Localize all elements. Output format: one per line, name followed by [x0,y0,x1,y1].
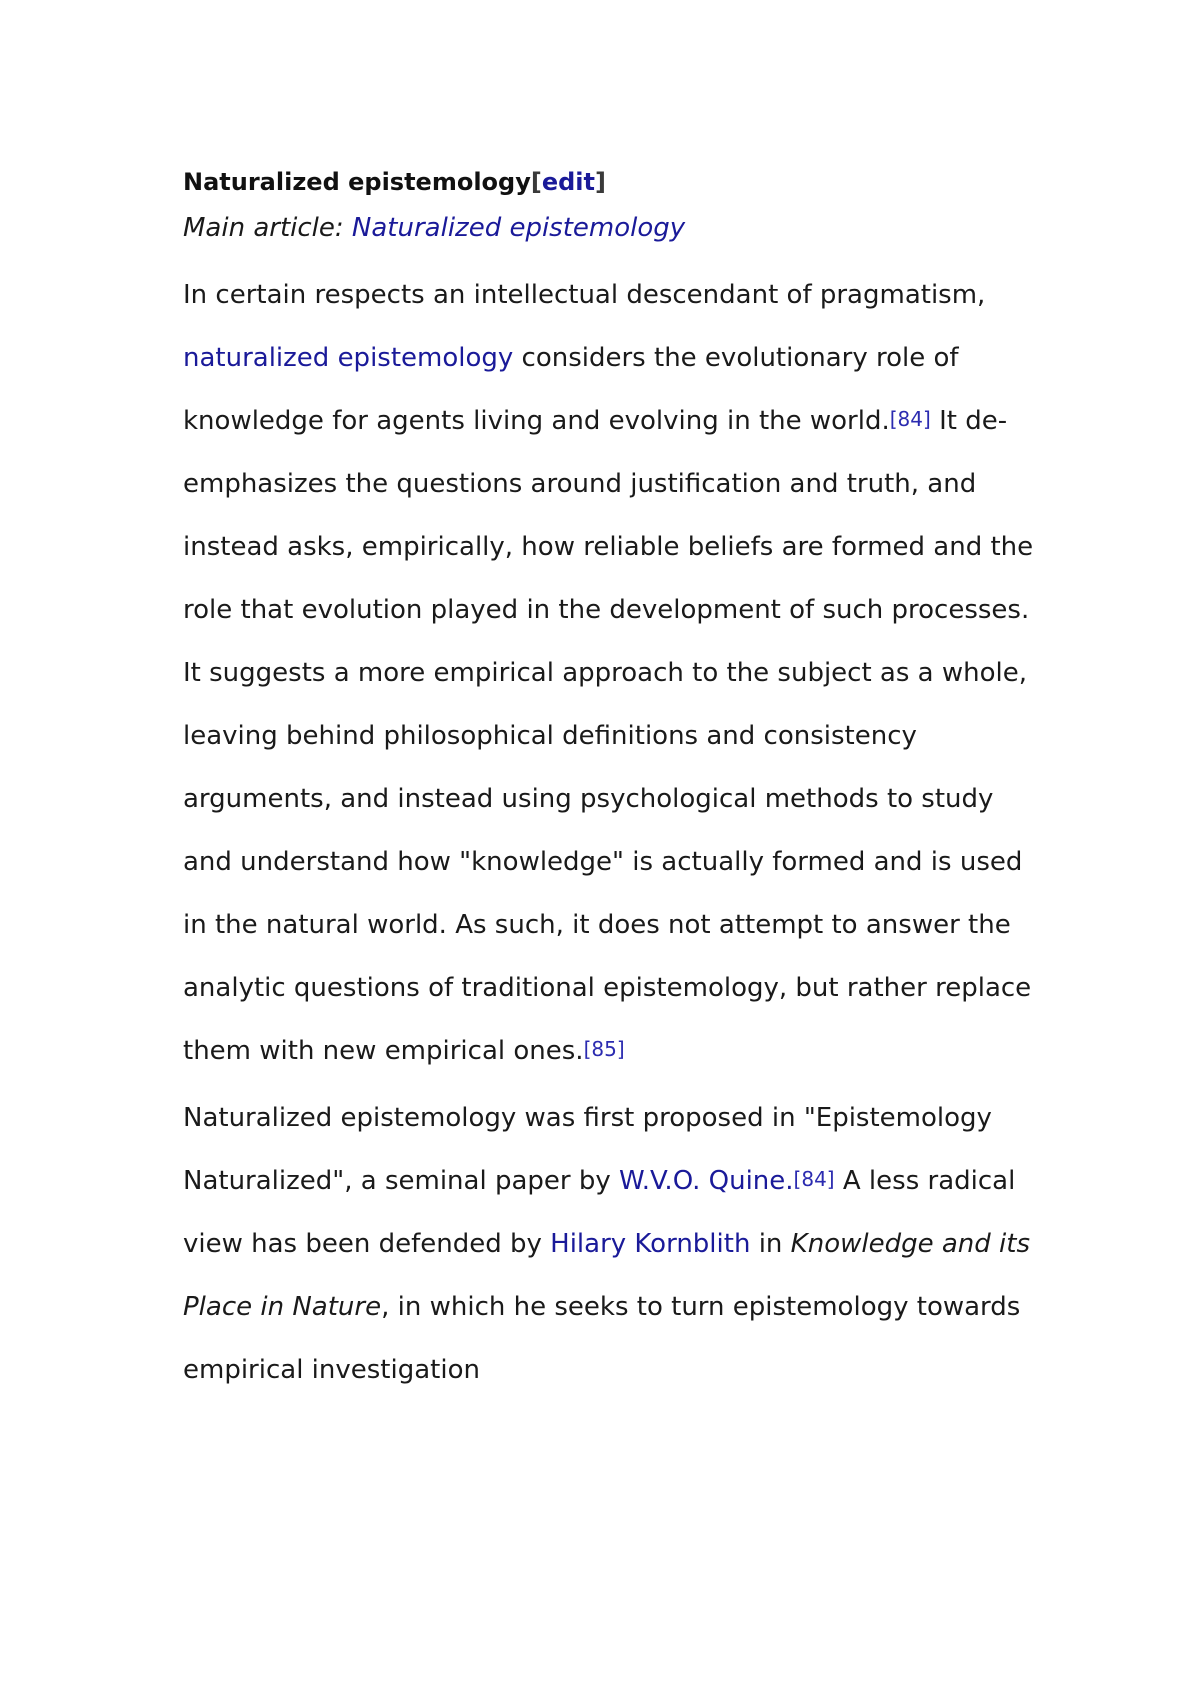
main-article-link[interactable]: Naturalized epistemology [351,213,686,243]
citation-84-link[interactable]: [84] [889,407,931,431]
p1-text-3: It de-emphasizes the questions around justification and truth, and instead asks, empirically, how reliable beliefs are formed and the role that evolution played in the development of such processes. It suggests a more empirical approach to the subject as a whole, leaving behind philosophical definitions and consistency arguments, and instead using psychological methods to study and understand how "knowledge" is actually formed and is used in the natural world. As such, it does not attempt to answer the analytic questions of traditional epistemology, but rather replace them with new empirical ones. [183,406,1034,1066]
edit-open-bracket: [ [530,168,542,196]
p2-text-3: A less radical view has been defended by [183,1166,1016,1259]
main-article-hatnote [183,208,1043,248]
p2-text-1: Naturalized epistemology was first proposed in "Epistemology Naturalized", a seminal paper by [183,1103,992,1196]
citation-84-link-2[interactable]: [84] [793,1167,835,1191]
paragraph-1 [183,264,1043,1083]
section-heading [183,164,1043,200]
edit-close-bracket: ] [594,168,606,196]
quine-link[interactable]: W.V.O. Quine [619,1166,786,1196]
p2-text-4: in [750,1229,791,1259]
edit-section-link[interactable]: edit [541,168,595,196]
p2-text-2: . [785,1166,794,1196]
book-title: Knowledge and its Place in Nature [183,1229,1031,1322]
hatnote-prefix: Main article: [183,213,352,243]
p2-text-5: , in which he seeks to turn epistemology towards empirical investigation [183,1292,1021,1385]
paragraph-2 [183,1087,1043,1402]
naturalized-epistemology-link[interactable]: naturalized epistemology [183,343,514,373]
p1-text-1: In certain respects an intellectual descendant of pragmatism, [183,280,986,310]
article-section [183,164,1043,1406]
citation-85-link[interactable]: [85] [583,1037,625,1061]
section-title: Naturalized epistemology [183,168,531,196]
kornblith-link[interactable]: Hilary Kornblith [550,1229,751,1259]
p1-text-2: considers the evolutionary role of knowledge for agents living and evolving in the world. [183,343,959,436]
